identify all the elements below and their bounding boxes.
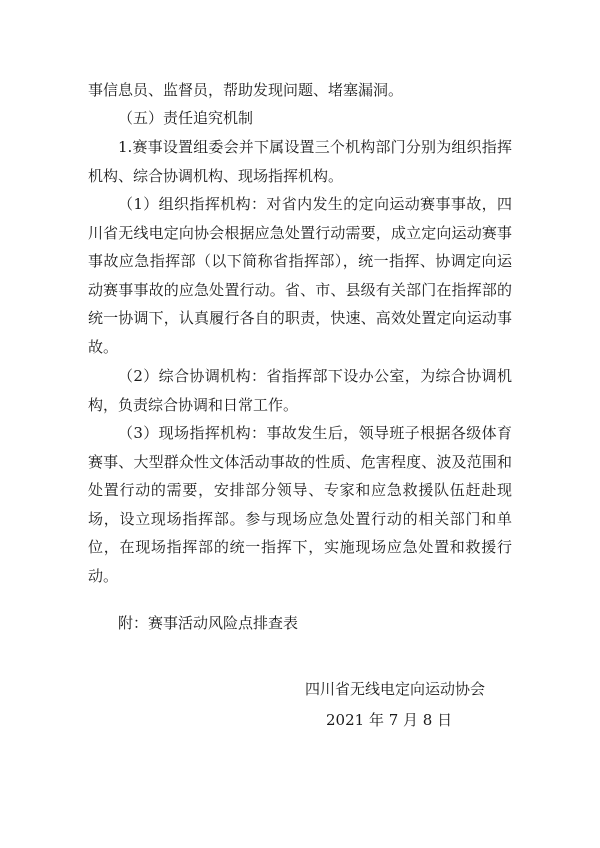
- paragraph-organization-command: （1）组织指挥机构：对省内发生的定向运动赛事事故，四川省无线电定向协会根据应急处置行动需要，成立定向运动赛事事故应急指挥部（以下简称省指挥部），统一指挥、协调定向运动赛事事故的应急处置行动。省、市、县级有关部门在指挥部的统一协调下，认真履行各自的职责，快速、高效处置定向运动事故。: [88, 195, 512, 356]
- paragraph-item-1: 1.赛事设置组委会并下属设置三个机构部门分别为组织指挥机构、综合协调机构、现场指挥机构。: [88, 138, 512, 185]
- paragraph-onsite-command: （3）现场指挥机构：事故发生后，领导班子根据各级体育赛事、大型群众性文体活动事故的性质、危害程度、波及范围和处置行动的需要，安排部分领导、专家和应急救援队伍赶赴现场，设立现场指挥部。参与现场应急处置行动的相关部门和单位，在现场指挥部的统一指挥下，实施现场应急处置和救援行动。: [88, 424, 512, 585]
- signature-organization: 四川省无线电定向运动协会: [305, 680, 486, 698]
- section-heading: （五）责任追究机制: [118, 109, 254, 127]
- attachment-note: 附：赛事活动风险点排查表: [118, 614, 299, 632]
- continuation-text: 事信息员、监督员，帮助发现问题、堵塞漏洞。: [88, 81, 404, 99]
- paragraph-coordination: （2）综合协调机构：省指挥部下设办公室，为综合协调机构，负责综合协调和日常工作。: [88, 367, 512, 414]
- signature-date: 2021 年 7 月 8 日: [326, 711, 453, 729]
